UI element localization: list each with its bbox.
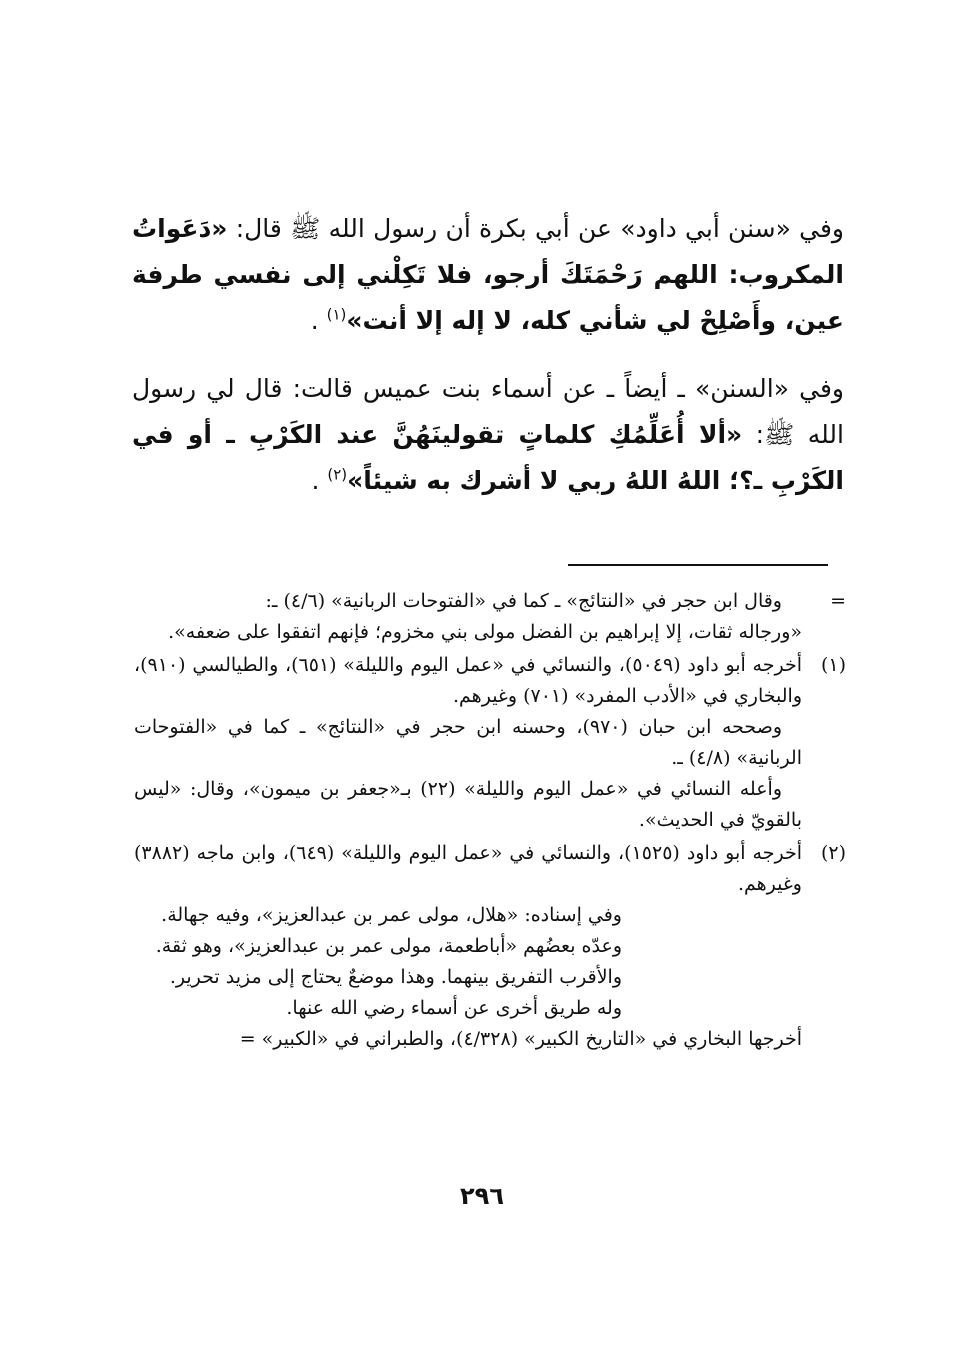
- footnote-1-text: أخرجه أبو داود (٥٠٤٩)، والنسائي في «عمل اليوم والليلة» (٦٥١)، والطيالسي (٩١٠)، والبخاري في «الأدب المفرد» (٧٠١) وغيرهم.: [134, 654, 802, 707]
- footnotes: [134, 586, 846, 1057]
- footnote-continuation: [134, 586, 846, 648]
- paragraph-1: [132, 206, 844, 344]
- footnote-1-marker: (١): [820, 654, 846, 676]
- footnote-2: [134, 838, 846, 1055]
- footnote-line: «ورجاله ثقات، إلا إبراهيم بن الفضل مولى بني مخزوم؛ فإنهم اتفقوا على ضعفه».: [168, 621, 802, 643]
- main-text: [132, 206, 844, 526]
- footnote-2-marker: (٢): [820, 842, 846, 864]
- footnote-ref-2: (٢): [327, 465, 348, 484]
- footnote-1-text: وأعله النسائي في «عمل اليوم والليلة» (٢٢) بـ«جعفر بن ميمون»، وقال: «ليس بالقويّ في الحديث».: [134, 778, 802, 831]
- footnote-2-text: أخرجه أبو داود (١٥٢٥)، والنسائي في «عمل اليوم والليلة» (٦٤٩)، وابن ماجه (٣٨٨٢) وغيرهم.: [134, 842, 802, 895]
- paragraph-2: [132, 366, 844, 504]
- paragraph-1-lead: وفي «سنن أبي داود» عن أبي بكرة أن رسول الله ﷺ قال:: [227, 214, 844, 243]
- paragraph-2-hadith: «ألا أُعَلِّمُكِ كلماتٍ تقولينَهُنَّ عند الكَرْبِ ـ أو في الكَرْبِ ـ؟؛ اللهُ اللهُ ربي لا أشرك به شيئاً»: [132, 420, 844, 495]
- footnote-2-line: وفي إسناده: «هلال، مولى عمر بن عبدالعزيز»، وفيه جهالة.: [161, 904, 622, 926]
- footnote-1-text: وصححه ابن حبان (٩٧٠)، وحسنه ابن حجر في «النتائج» ـ كما في «الفتوحات الربانية» (٤/٨) ـ.: [134, 716, 802, 769]
- footnote-2-line: وله طريق أخرى عن أسماء رضي الله عنها.: [286, 997, 622, 1019]
- paragraph-1-hadith: «دَعَواتُ المكروب: اللهم رَحْمَتَكَ أرجو، فلا تَكِلْني إلى نفسي طرفة عين، وأَصْلِحْ لي شأني كله، لا إله إلا أنت»: [132, 214, 844, 335]
- footnote-line: وقال ابن حجر في «النتائج» ـ كما في «الفتوحات الربانية» (٤/٦) ـ:: [265, 590, 782, 612]
- paragraph-2-lead: وفي «السنن» ـ أيضاً ـ عن أسماء بنت عميس قالت: قال لي رسول الله ﷺ:: [132, 374, 844, 449]
- paragraph-1-end: .: [310, 306, 327, 335]
- paragraph-2-end: .: [311, 466, 328, 495]
- footnote-1: [134, 650, 846, 836]
- footnote-2-text: أخرجها البخاري في «التاريخ الكبير» (٤/٣٢٨)، والطبراني في «الكبير» =: [239, 1028, 802, 1050]
- footnote-ref-1: (١): [326, 305, 347, 324]
- footnote-2-line: وعدّه بعضُهم «أباطعمة، مولى عمر بن عبدالعزيز»، وهو ثقة.: [155, 935, 622, 957]
- footnote-separator: [568, 564, 828, 566]
- footnote-2-line: والأقرب التفريق بينهما. وهذا موضعٌ يحتاج إلى مزيد تحرير.: [169, 966, 622, 988]
- continuation-marker: =: [830, 590, 846, 612]
- footnote-2-sublist: [134, 900, 802, 1024]
- page-number: ٢٩٦: [460, 1182, 504, 1210]
